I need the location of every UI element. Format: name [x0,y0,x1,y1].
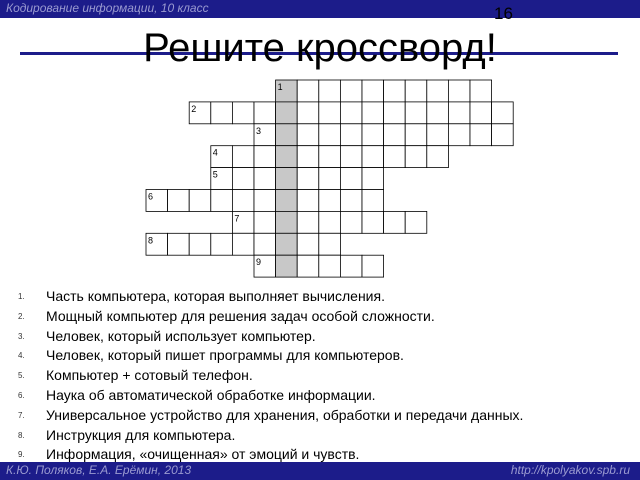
crossword-number-9: 9 [256,257,262,268]
crossword-number-6: 6 [148,191,154,202]
crossword-cell[interactable] [297,80,319,102]
crossword-cell[interactable] [340,190,362,212]
crossword-cell[interactable] [297,190,319,212]
crossword-number-2: 2 [191,103,197,114]
clue-number: 1. [18,292,25,301]
keyword-cell[interactable] [276,124,298,146]
crossword-cell[interactable] [427,80,449,102]
crossword-row-2 [189,102,513,124]
crossword-row-4 [211,146,449,168]
crossword-cell[interactable] [232,233,254,255]
crossword-row-1 [276,80,492,102]
crossword-cell[interactable] [232,146,254,168]
crossword-cell[interactable] [232,102,254,124]
crossword-cell[interactable] [448,124,470,146]
crossword-row-8 [146,233,340,255]
crossword-cell[interactable] [319,211,341,233]
crossword-cell[interactable] [211,233,233,255]
crossword-cell[interactable] [340,102,362,124]
crossword-cell[interactable] [384,124,406,146]
crossword-cell[interactable] [254,146,276,168]
crossword-cell[interactable] [254,168,276,190]
slide-number: 16 [494,4,513,23]
crossword-cell[interactable] [254,211,276,233]
crossword-cell[interactable] [340,124,362,146]
clue-number: 7. [18,410,25,420]
crossword-cell[interactable] [362,80,384,102]
crossword-number-7: 7 [234,213,240,224]
crossword-cell[interactable] [254,233,276,255]
clue-text: Универсальное устройство для хранения, обработки и передачи данных. [46,406,524,423]
crossword-cell[interactable] [297,102,319,124]
crossword-number-3: 3 [256,125,262,136]
keyword-cell[interactable] [276,190,298,212]
crossword-cell[interactable] [340,255,362,277]
crossword-cell[interactable] [297,255,319,277]
crossword-row-5 [211,168,384,190]
crossword-cell[interactable] [427,146,449,168]
crossword-cell[interactable] [232,168,254,190]
crossword-cell[interactable] [211,102,233,124]
crossword-cell[interactable] [405,146,427,168]
crossword-cell[interactable] [492,102,514,124]
crossword-cell[interactable] [319,124,341,146]
crossword-cell[interactable] [340,80,362,102]
crossword-cell[interactable] [470,124,492,146]
crossword-cell[interactable] [448,80,470,102]
crossword-cell[interactable] [319,168,341,190]
clue-number: 6. [18,390,25,400]
crossword-row-9 [254,255,384,277]
clue-number: 8. [18,430,25,440]
clue-number: 4. [18,351,25,361]
crossword-cell[interactable] [362,102,384,124]
crossword-cell[interactable] [340,146,362,168]
crossword-number-1: 1 [277,82,283,92]
crossword-cell[interactable] [297,124,319,146]
crossword-cell[interactable] [297,168,319,190]
keyword-cell[interactable] [276,211,298,233]
crossword-cell[interactable] [297,146,319,168]
crossword-cell[interactable] [319,190,341,212]
crossword-cell[interactable] [211,190,233,212]
crossword-row-7 [232,211,426,233]
course-title: Кодирование информации, 10 класс [6,1,209,15]
crossword-cell[interactable] [189,190,211,212]
crossword-row-6 [146,190,384,212]
crossword-cell[interactable] [427,102,449,124]
crossword-cell[interactable] [470,102,492,124]
crossword-cell[interactable] [232,190,254,212]
crossword-cell[interactable] [362,146,384,168]
footer-bar [0,462,640,480]
crossword-cell[interactable] [448,102,470,124]
crossword-cell[interactable] [405,80,427,102]
crossword-cell[interactable] [168,190,190,212]
keyword-cell[interactable] [276,168,298,190]
crossword-cell[interactable] [297,211,319,233]
crossword-cell[interactable] [427,124,449,146]
crossword-cell[interactable] [189,233,211,255]
clue-text: Человек, который пишет программы для компьютеров. [46,347,404,364]
clue-text: Человек, который использует компьютер. [46,327,316,344]
crossword-cell[interactable] [319,102,341,124]
clue-number: 5. [18,371,25,381]
crossword-cell[interactable] [340,211,362,233]
crossword-cell[interactable] [319,233,341,255]
clue-number: 3. [18,331,25,341]
crossword-cell[interactable] [470,80,492,102]
crossword-cell[interactable] [492,124,514,146]
crossword-number-5: 5 [212,169,218,180]
crossword-cell[interactable] [405,211,427,233]
clue-text: Информация, «очищенная» от эмоций и чувств. [46,446,360,463]
keyword-cell[interactable] [276,233,298,255]
crossword-row-3 [254,124,513,146]
crossword-number-4: 4 [212,147,218,158]
crossword-cell[interactable] [362,124,384,146]
crossword-cell[interactable] [405,102,427,124]
crossword-cell[interactable] [297,233,319,255]
crossword-cell[interactable] [384,102,406,124]
crossword-cell[interactable] [405,124,427,146]
clue-text: Часть компьютера, которая выполняет вычисления. [46,288,385,304]
crossword-cell[interactable] [319,80,341,102]
crossword-cell[interactable] [384,146,406,168]
crossword-cell[interactable] [384,211,406,233]
crossword-cell[interactable] [384,80,406,102]
page-title: Решите кроссворд! [143,26,497,70]
keyword-cell[interactable] [276,255,298,277]
clue-number: 2. [18,311,25,321]
crossword-cell[interactable] [319,255,341,277]
crossword-cell[interactable] [319,146,341,168]
keyword-cell[interactable] [276,102,298,124]
crossword-cell[interactable] [362,190,384,212]
crossword-cell[interactable] [340,168,362,190]
clue-text: Компьютер + сотовый телефон. [46,367,253,384]
keyword-cell[interactable] [276,146,298,168]
crossword-cell[interactable] [254,102,276,124]
clue-text: Наука об автоматической обработке информации. [46,386,376,403]
clue-text: Мощный компьютер для решения задач особой сложности. [46,307,435,324]
footer-url: http://kpolyakov.spb.ru [510,463,630,477]
crossword-cell[interactable] [362,211,384,233]
footer-authors: К.Ю. Поляков, Е.А. Ерёмин, 2013 [6,463,192,477]
crossword-cell[interactable] [362,255,384,277]
crossword-number-8: 8 [148,235,154,246]
clue-number: 9. [18,450,25,460]
crossword-cell[interactable] [362,168,384,190]
clue-text: Инструкция для компьютера. [46,426,236,443]
crossword-cell[interactable] [168,233,190,255]
crossword-cell[interactable] [254,190,276,212]
